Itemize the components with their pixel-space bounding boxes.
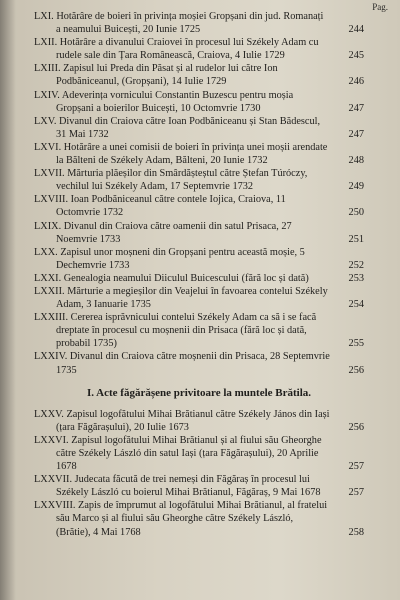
entry-text: Zapisul lui Preda din Păsat și al rudelor lui către Ion Podbăniceanul, (Gropșani), 14 Iulie 1729	[56, 63, 278, 88]
entry-text: Cererea isprăvnicului contelui Székely Adam ca să i se facă dreptate în procesul cu moșnenii din Prisaca (fără loc și dată, probabil 1735)	[56, 312, 317, 350]
entry-page-number: 246	[348, 76, 364, 88]
entry-text: Hotărâre de boieri în privința moșiei Gropșani din jud. Romanați a neamului Buicești, 20 Iunie 1725	[56, 11, 324, 36]
toc-entry	[34, 115, 364, 141]
entry-page-number: 244	[348, 24, 364, 36]
toc-entry	[34, 167, 364, 193]
entry-number: LXXVIII.	[34, 500, 76, 512]
entry-text: Genealogia neamului Diiculul Buicescului (fără loc și dată)	[63, 272, 309, 284]
toc-entry	[34, 36, 364, 62]
entry-number: LXXIV.	[34, 351, 68, 363]
toc-entry	[34, 408, 364, 434]
toc-entry	[34, 473, 364, 499]
entry-number: LXXV.	[34, 408, 64, 420]
entry-text: Divanul din Craiova către Ioan Podbăniceanu și Stan Bădescul, 31 Mai 1732	[56, 115, 321, 140]
entry-text: Mărturia plăeșilor din Smârdășteștul către Ștefan Túróczy, vechilul lui Székely Adam, 17 Septemvrie 1732	[56, 168, 308, 193]
entry-number: LXV.	[34, 115, 57, 127]
entry-number: LXI.	[34, 11, 54, 22]
section-title: I. Acte făgărășene privitoare la muntele Brătila.	[86, 386, 312, 399]
toc-entry	[34, 499, 364, 538]
entry-number: LXIV.	[34, 89, 60, 101]
toc-entry	[34, 141, 364, 167]
entry-text: Zapisul logofătului Mihai Brătianul și al fiului său Gheorghe către Székely László din satul Iași (țara Făgărașului), 20 Aprilie 1678	[56, 434, 322, 473]
entry-number: LXII.	[34, 37, 58, 49]
toc-entry	[34, 89, 364, 115]
entry-text: Mărturie a megieșilor din Veajelui în favoarea contelui Székely Adam, 3 Ianuarie 1735	[56, 285, 328, 311]
toc-entry	[34, 10, 364, 36]
entry-page-number: 255	[348, 338, 364, 350]
toc-entry	[34, 350, 364, 376]
entry-page-number: 247	[348, 128, 364, 140]
entry-number: LXXIII.	[34, 312, 69, 324]
entry-page-number: 249	[348, 181, 364, 193]
entry-number: LXX.	[34, 246, 58, 258]
entry-number: LXXVII.	[34, 474, 73, 486]
entry-text: Hotărâre a unei comisii de boieri în privința unei moșii arendate la Bălteni de Székely Adam, Bălteni, 20 Iunie 1732	[56, 141, 328, 167]
entry-number: LXXII.	[34, 285, 65, 297]
toc-entry	[34, 434, 364, 473]
entry-page-number: 256	[348, 421, 364, 433]
entry-number: LXXI.	[34, 272, 62, 284]
entry-page-number: 254	[348, 299, 364, 311]
entry-number: LXVIII.	[34, 194, 69, 206]
entry-text: Zapisul logofătului Mihai Brătianul către Székely János din Iași (țara Făgărașului), 20 Iulie 1673	[56, 408, 330, 433]
entry-page-number: 248	[348, 155, 364, 167]
toc-entry	[34, 62, 364, 88]
entry-text: Zapis de împrumut al logofătului Mihai Brătianul, al fratelui său Marco și al fiului său Gheorghe către Székely László, (Brătie), 4 Mai 1768	[56, 500, 328, 538]
entry-page-number: 250	[348, 207, 364, 219]
entry-number: LXVI.	[34, 141, 62, 153]
toc-entry	[34, 311, 364, 350]
entry-text: Zapisul unor moșneni din Gropșani pentru această moșie, 5 Dechemvrie 1733	[56, 246, 305, 271]
toc-entry	[34, 285, 364, 311]
entry-text: Adeverința vornicului Constantin Buzescu pentru moșia Gropșani a boierilor Buicești, 10 Octomvrie 1730	[56, 89, 294, 114]
toc-entry	[34, 246, 364, 272]
entry-number: LXXVI.	[34, 434, 69, 446]
entry-number: LXIX.	[34, 220, 62, 232]
entry-page-number: 253	[348, 272, 364, 284]
page-column-header: Pag.	[372, 2, 388, 12]
entry-number: LXIII.	[34, 63, 61, 75]
entry-page-number: 251	[348, 233, 364, 245]
entry-text: Divanul din Craiova către moșnenii din Prisaca, 28 Septemvrie 1735	[56, 351, 330, 376]
entry-text: Ioan Podbăniceanul către contele Iojica, Craiova, 11 Octomvrie 1732	[56, 194, 286, 219]
toc-entry	[34, 272, 364, 285]
entry-text: Hotărâre a divanului Craiovei în procesul lui Székely Adam cu rudele sale din Țara Românească, Craiova, 4 Iulie 1729	[56, 37, 319, 62]
entry-page-number: 256	[348, 364, 364, 376]
entry-page-number: 257	[348, 461, 364, 473]
entry-text: Divanul din Craiova către oamenii din satul Prisaca, 27 Noemvrie 1733	[56, 220, 292, 245]
entry-page-number: 258	[348, 526, 364, 538]
entry-text: Judecata făcută de trei nemeși din Făgăraș în procesul lui Székely László cu boierul Mihai Brătianul, Făgăraș, 9 Mai 1678	[56, 474, 321, 499]
toc-section-1	[34, 10, 364, 377]
entry-number: LXVII.	[34, 168, 65, 180]
entry-page-number: 257	[348, 487, 364, 499]
entry-page-number: 247	[348, 102, 364, 114]
toc-entry	[34, 193, 364, 219]
toc-section-2	[34, 408, 364, 539]
toc-entry	[34, 220, 364, 246]
binding-shadow	[0, 0, 16, 600]
entry-page-number: 245	[348, 50, 364, 62]
table-of-contents	[34, 10, 364, 539]
entry-page-number: 252	[348, 259, 364, 271]
